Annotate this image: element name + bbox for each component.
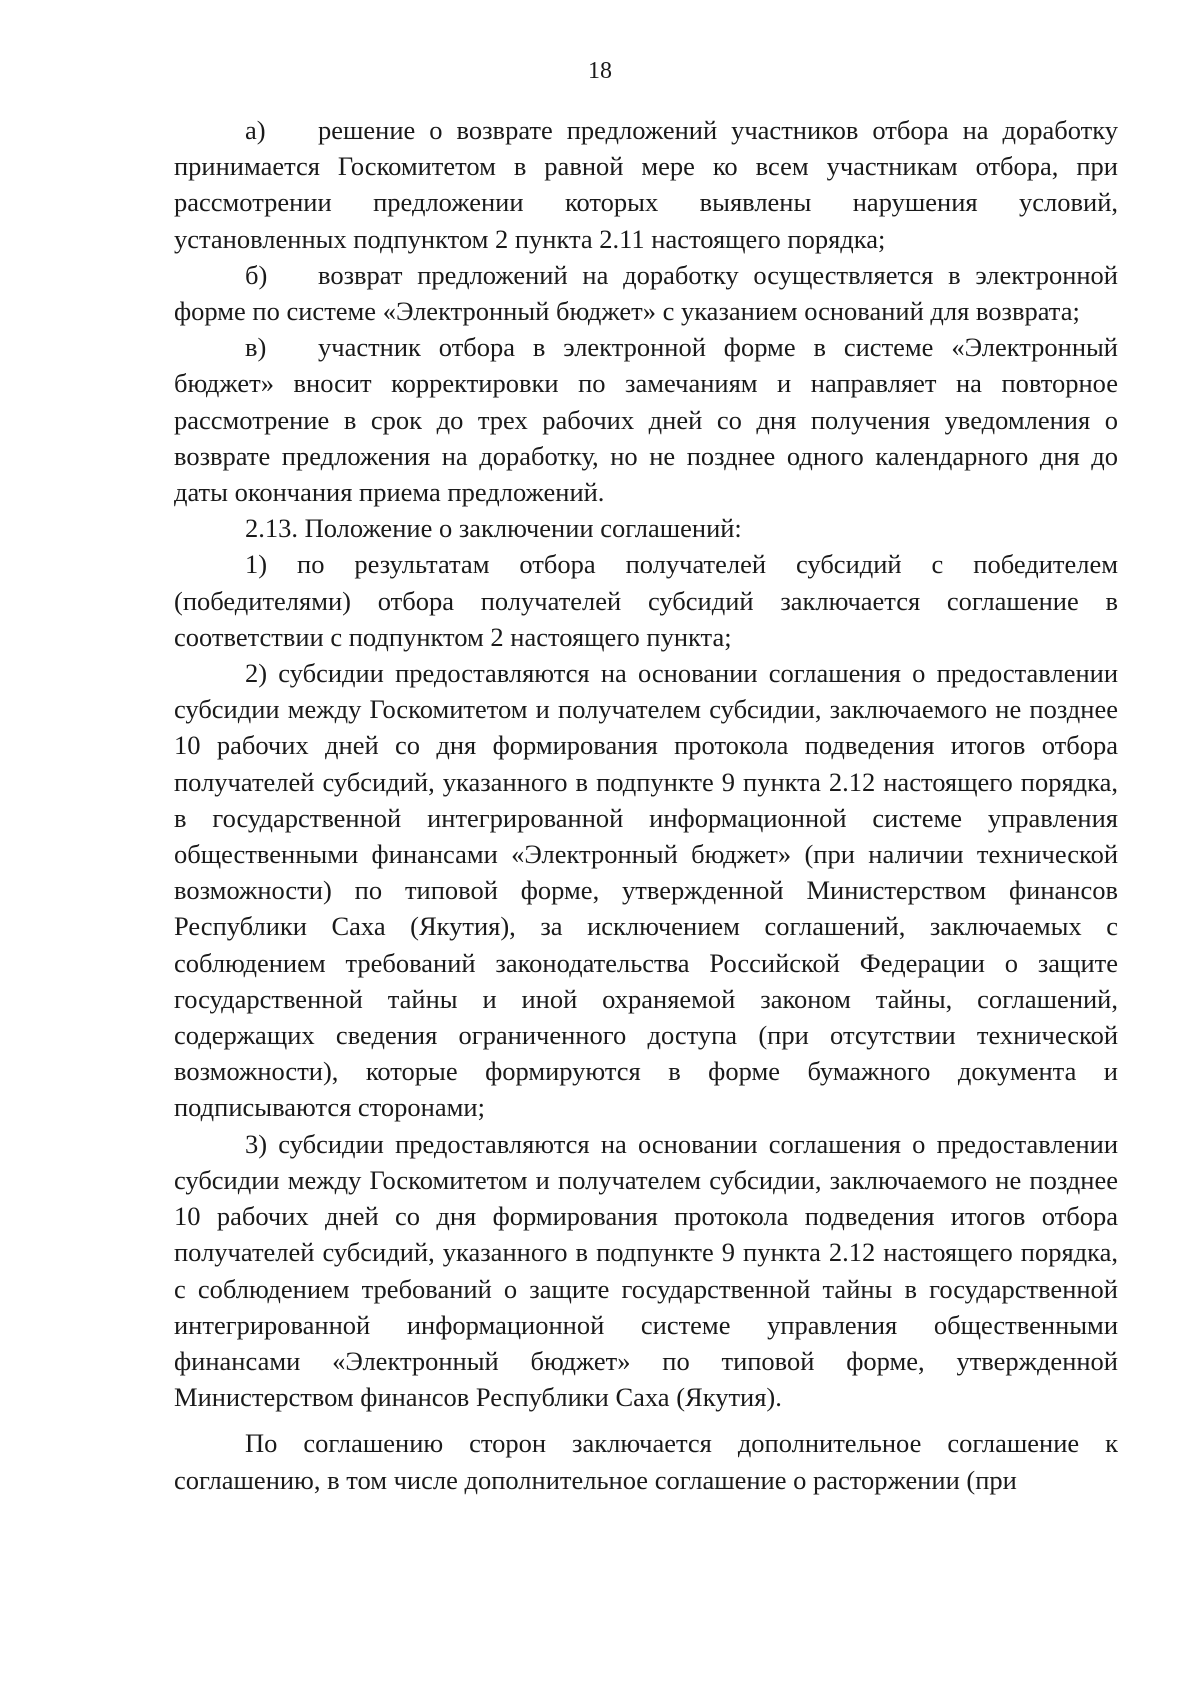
paragraph-2: 2) субсидии предоставляются на основании соглашения о предоставлении субсидии между Госкомитетом и получателем субсидии, заключаемого не позднее 10 рабочих дней со дня формирования протокола подведения итогов отбора получателей субсидий, указанного в подпункте 9 пункта 2.12 настоящего порядка, в государственной интегрированной информационной системе управления общественными финансами «Электронный бюджет» (при наличии технической возможности) по типовой форме, утвержденной Министерством финансов Республики Саха (Якутия), за исключением соглашений, заключаемых с соблюдением требований законодательства Российской Федерации о защите государственной тайны и иной охраняемой законом тайны, соглашений, содержащих сведения ограниченного доступа (при отсутствии технической возможности), которые формируются в форме бумажного документа и подписываются сторонами; [174, 658, 1118, 1123]
closing-paragraph: По соглашению сторон заключается дополнительное соглашение к соглашению, в том числе дополнительное соглашение о расторжении (при [174, 1428, 1118, 1495]
paragraph-1: 1) по результатам отбора получателей субсидий с победителем (победителями) отбора получателей субсидий заключается соглашение в соответствии с подпунктом 2 настоящего пункта; [174, 549, 1118, 652]
list-item-text: участник отбора в электронной форме в системе «Электронный бюджет» вносит корректировки по замечаниям и направляет на повторное рассмотрение в срок до трех рабочих дней со дня получения уведомления о возврате предложения на доработку, но не позднее одного календарного дня до даты окончания приема предложений. [174, 332, 1118, 508]
section-heading: 2.13. Положение о заключении соглашений: [245, 513, 742, 544]
list-item-text: возврат предложений на доработку осуществляется в электронной форме по системе «Электронный бюджет» с указанием оснований для возврата; [174, 259, 1118, 327]
page-number: 18 [588, 58, 612, 84]
list-marker: в) [245, 332, 267, 363]
paragraph-3: 3) субсидии предоставляются на основании соглашения о предоставлении субсидии между Госкомитетом и получателем субсидии, заключаемого не позднее 10 рабочих дней со дня формирования протокола подведения итогов отбора получателей субсидий, указанного в подпункте 9 пункта 2.12 настоящего порядка, с соблюдением требований о защите государственной тайны в государственной интегрированной информационной системе управления общественными финансами «Электронный бюджет» по типовой форме, утвержденной Министерством финансов Республики Саха (Якутия). [174, 1128, 1118, 1413]
list-item-b [174, 257, 1118, 329]
list-marker: а) [245, 115, 266, 145]
list-item-text: решение о возврате предложений участников отбора на доработку принимается Госкомитетом в равной мере ко всем участникам отбора, при рассмотрении предложении которых выявлены нарушения условий, установленных подпунктом 2 пункта 2.11 настоящего порядка; [174, 115, 1118, 254]
list-item-v [174, 329, 1118, 510]
document-body [174, 112, 1118, 1498]
list-marker: б) [245, 259, 268, 290]
list-item-a [174, 112, 1118, 257]
